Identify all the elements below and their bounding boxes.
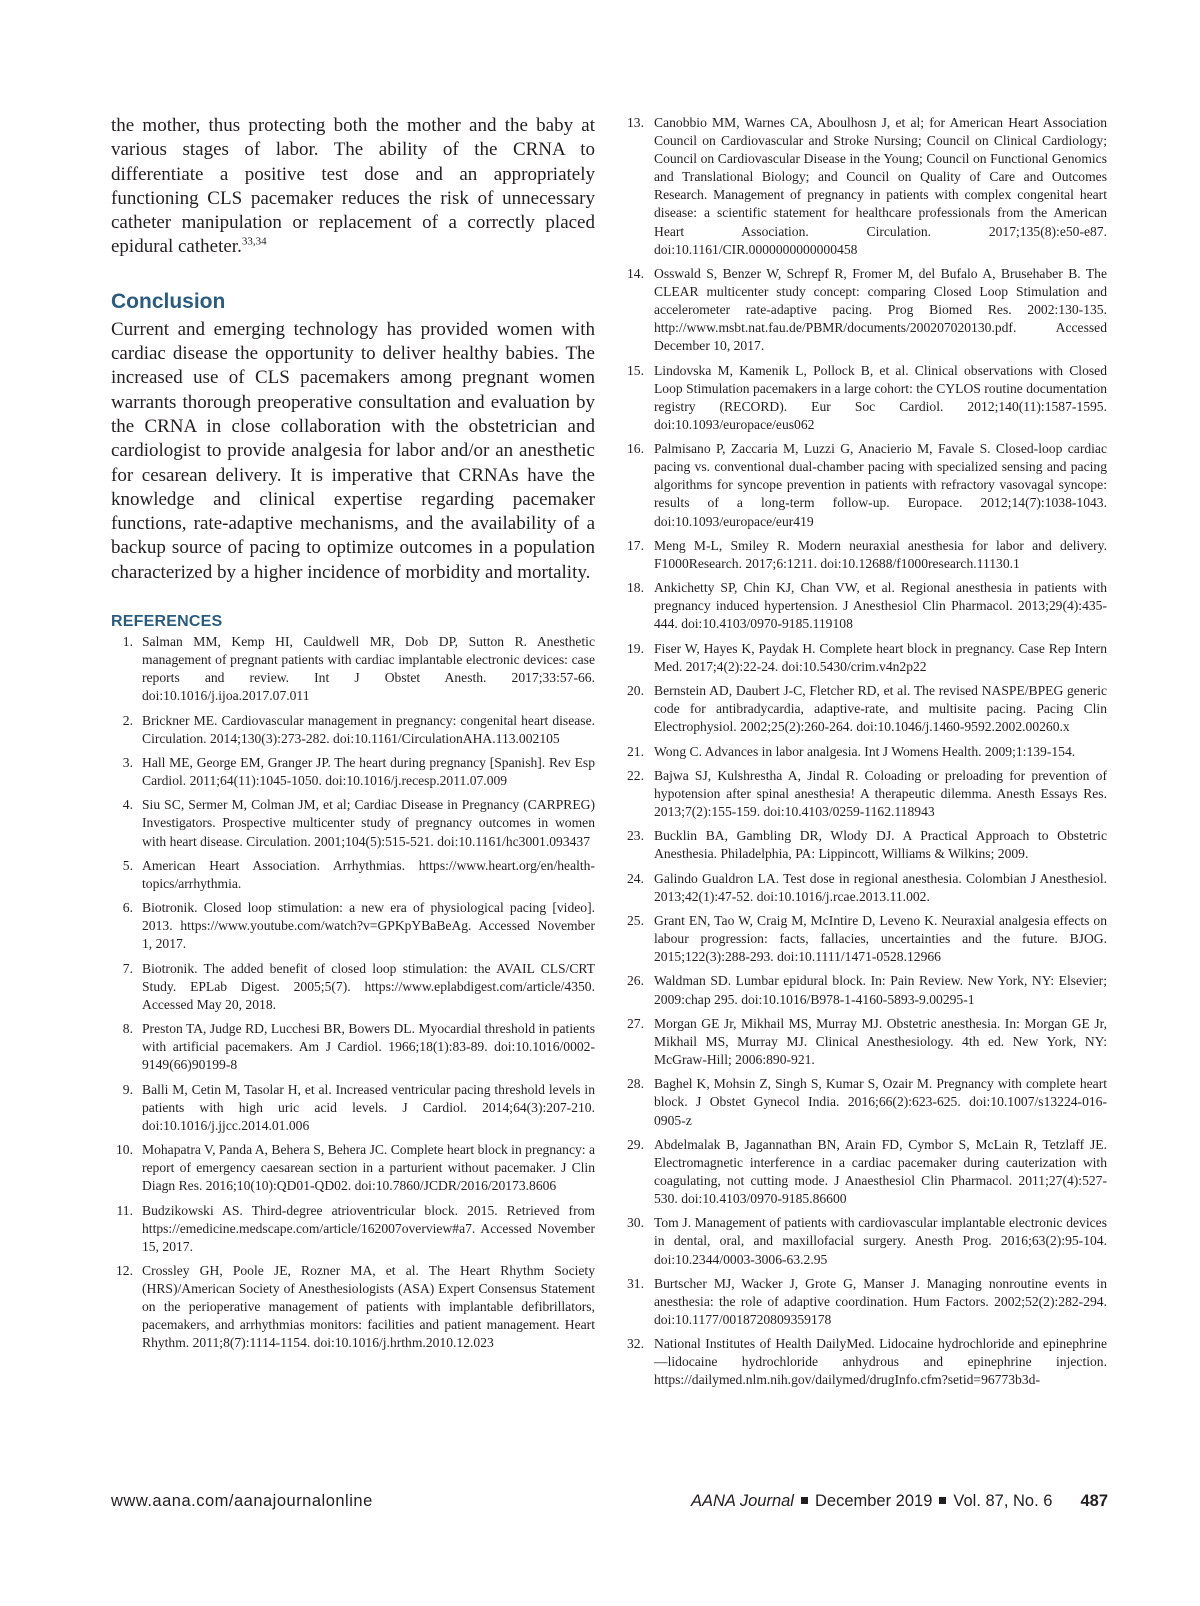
reference-number: 8. (122, 1021, 133, 1037)
reference-number: 28. (627, 1076, 644, 1092)
journal-url[interactable]: www.aana.com/aanajournalonline (111, 1492, 373, 1510)
reference-item (111, 899, 595, 953)
reference-number: 6. (122, 900, 133, 916)
conclusion-paragraph: Current and emerging technology has provided women with cardiac disease the opportunity to deliver healthy babies. The increased use of CLS pacemakers among pregnant women warrants thorough preoperative consultation and evaluation by the CRNA in close collaboration with the obstetrician and cardiologist to provide analgesia for labor and/or an anesthetic for cesarean delivery. It is imperative that CRNAs have the knowledge and clinical expertise regarding pacemaker functions, rate-adaptive mechanisms, and the availability of a backup source of pacing to optimize outcomes in a population characterized by a higher incidence of morbidity and mortality. (111, 318, 595, 583)
reference-item (622, 537, 1107, 573)
intro-paragraph-text: the mother, thus protecting both the mother and the baby at various stages of labor. The ability of the CRNA to differentiate a positive test dose and an appropriately functioning CLS pacemaker reduces the risk of unnecessary catheter manipulation or replacement of a correctly placed epidural catheter. (111, 115, 595, 258)
reference-item (622, 972, 1107, 1008)
reference-item (111, 1202, 595, 1256)
reference-number: 29. (627, 1136, 644, 1152)
reference-number: 30. (627, 1215, 644, 1231)
reference-number: 2. (122, 712, 133, 728)
reference-item (622, 682, 1107, 736)
reference-text: Biotronik. The added benefit of closed loop stimulation: the AVAIL CLS/CRT Study. EPLab Digest. 2005;5(7). https://www.eplabdigest.com/article/4350. Accessed May 20, 2018. (142, 960, 595, 1012)
journal-name: AANA Journal (690, 1492, 794, 1510)
reference-text: Crossley GH, Poole JE, Rozner MA, et al. The Heart Rhythm Society (HRS)/American Society of Anesthesiologists (ASA) Expert Consensus Statement on the perioperative management of patients with implantable defibrillators, pacemakers, and arrhythmias monitors: facilities and patient management. Heart Rhythm. 2011;8(7):1114-1154. doi:10.1016/j.hrthm.2010.12.023 (142, 1263, 595, 1351)
reference-text: Bajwa SJ, Kulshrestha A, Jindal R. Coloading or preloading for prevention of hypotension after spinal anesthesia! A therapeutic dilemma. Anesth Essays Res. 2013;7(2):155-159. doi:10.4103/0259-1162.118943 (654, 767, 1107, 819)
reference-item (622, 1136, 1107, 1208)
reference-item (622, 767, 1107, 821)
reference-text: Biotronik. Closed loop stimulation: a new era of physiological pacing [video]. 2013. https://www.youtube.com/watch?v=GPKpYBaBeAg. Accessed November 1, 2017. (142, 900, 595, 952)
reference-text: Grant EN, Tao W, Craig M, McIntire D, Leveno K. Neuraxial analgesia effects on labour progression: facts, fallacies, uncertainties and the future. BJOG. 2015;122(3):288-293. doi:10.1111/1471-0528.12966 (654, 913, 1107, 965)
reference-text: Brickner ME. Cardiovascular management in pregnancy: congenital heart disease. Circulation. 2014;130(3):273-282. doi:10.1161/CirculationAHA.113.002105 (142, 712, 595, 746)
reference-item (622, 640, 1107, 676)
reference-number: 15. (627, 362, 644, 378)
reference-number: 14. (627, 265, 644, 281)
reference-number: 11. (116, 1202, 133, 1218)
reference-number: 21. (627, 743, 644, 759)
reference-text: Lindovska M, Kamenik L, Pollock B, et al. Clinical observations with Closed Loop Stimulation pacemakers in a large cohort: the CYLOS routine documentation registry (RECORD). Eur Soc Cardiol. 2012;140(11):1587-1595. doi:10.1093/europace/eus062 (654, 362, 1107, 432)
reference-text: Galindo Gualdron LA. Test dose in regional anesthesia. Colombian J Anesthesiol. 2013;42(1):47-52. doi:10.1016/j.rcae.2013.11.002. (654, 870, 1107, 904)
references-list-left (111, 633, 595, 1352)
citation-superscript: 33,34 (241, 236, 267, 249)
reference-text: Salman MM, Kemp HI, Cauldwell MR, Dob DP, Sutton R. Anesthetic management of pregnant patients with cardiac implantable electronic devices: case reports and review. Int J Obstet Anesth. 2017;33:57-66. doi:10.1016/j.ijoa.2017.07.011 (142, 634, 595, 704)
reference-item (622, 1015, 1107, 1069)
reference-number: 22. (627, 767, 644, 783)
left-column (111, 114, 595, 1359)
reference-text: Wong C. Advances in labor analgesia. Int J Womens Health. 2009;1:139-154. (654, 743, 1076, 759)
reference-item (622, 265, 1107, 355)
reference-number: 7. (122, 960, 133, 976)
reference-item (622, 579, 1107, 633)
reference-text: American Heart Association. Arrhythmias. https://www.heart.org/en/health-topics/arrhythmia. (142, 857, 595, 891)
reference-text: Tom J. Management of patients with cardiovascular implantable electronic devices in dental, oral, and maxillofacial surgery. Anesth Prog. 2016;63(2):95-104. doi:10.2344/0003-3006-63.2.95 (654, 1215, 1107, 1267)
reference-item (111, 1020, 595, 1074)
reference-item (622, 743, 1107, 761)
reference-item (111, 1081, 595, 1135)
reference-text: Morgan GE Jr, Mikhail MS, Murray MJ. Obstetric anesthesia. In: Morgan GE Jr, Mikhail MS, Murray MJ. Clinical Anesthesiology. 4th ed. New York, NY: McGraw-Hill; 2006:890-921. (654, 1015, 1107, 1068)
reference-item (111, 796, 595, 850)
intro-paragraph (111, 114, 595, 260)
reference-number: 12. (116, 1263, 133, 1279)
reference-text: Osswald S, Benzer W, Schrepf R, Fromer M, del Bufalo A, Brusehaber B. The CLEAR multicenter study concept: comparing Closed Loop Stimulation and accelerometer rate-adaptive pacing. Prog Biomed Res. 2002:130-135. http://www.msbt.nat.fau.de/PBMR/documents/200207020130.pdf. Accessed December 10, 2017. (654, 265, 1107, 354)
reference-item (111, 712, 595, 748)
right-column (622, 114, 1107, 1396)
reference-number: 3. (122, 754, 133, 770)
reference-text: Meng M-L, Smiley R. Modern neuraxial anesthesia for labor and delivery. F1000Research. 2017;6:1211. doi:10.12688/f1000research.11130.1 (654, 537, 1107, 571)
reference-text: Palmisano P, Zaccaria M, Luzzi G, Anacierio M, Favale S. Closed-loop cardiac pacing vs. conventional dual-chamber pacing with specialized sensing and pacing algorithms for syncope prevention in patients with refractory vasovagal syncope: results of a long-term follow-up. Europace. 2012;14(7):1038-1043. doi:10.1093/europace/eur419 (654, 441, 1107, 529)
reference-number: 25. (627, 913, 644, 928)
reference-text: Bucklin BA, Gambling DR, Wlody DJ. A Practical Approach to Obstetric Anesthesia. Philadelphia, PA: Lippincott, Williams & Wilkins; 2009. (654, 828, 1107, 862)
reference-item (622, 362, 1107, 434)
reference-text: Budzikowski AS. Third-degree atrioventricular block. 2015. Retrieved from https://emedicine.medscape.com/article/162007overview#a7. Accessed November 15, 2017. (142, 1202, 595, 1254)
journal-info (691, 1492, 1108, 1511)
reference-item (622, 870, 1107, 906)
reference-item (622, 1335, 1107, 1389)
page-footer (111, 1492, 1108, 1516)
reference-text: Fiser W, Hayes K, Paydak H. Complete heart block in pregnancy. Case Rep Intern Med. 2017;4(2):22-24. doi:10.5430/crim.v4n2p22 (654, 640, 1107, 674)
reference-text: Baghel K, Mohsin Z, Singh S, Kumar S, Ozair M. Pregnancy with complete heart block. J Obstet Gynecol India. 2016;66(2):623-625. doi:10.1007/s13224-016-0905-z (654, 1076, 1107, 1128)
reference-text: Balli M, Cetin M, Tasolar H, et al. Increased ventricular pacing threshold levels in patients with high uric acid levels. J Cardiol. 2014;64(3):207-210. doi:10.1016/j.jjcc.2014.01.006 (142, 1081, 595, 1133)
reference-text: National Institutes of Health DailyMed. Lidocaine hydrochloride and epinephrine—lidocaine hydrochloride anhydrous and epinephrine injection. https://dailymed.nlm.nih.gov/dailymed/drugInfo.cfm?setid=96773b3d- (654, 1336, 1107, 1388)
reference-item (111, 1262, 595, 1352)
reference-number: 27. (627, 1015, 644, 1031)
reference-text: Abdelmalak B, Jagannathan BN, Arain FD, Cymbor S, McLain R, Tetzlaff JE. Electromagnetic interference in a cardiac pacemaker during cauterization with coagulating, not cutting mode. J Anaesthesiol Clin Pharmacol. 2011;27(4):527-530. doi:10.4103/0970-9185.86600 (654, 1136, 1107, 1207)
references-heading: REFERENCES (111, 613, 223, 631)
reference-item (111, 1141, 595, 1195)
reference-number: 32. (627, 1336, 644, 1352)
reference-text: Mohapatra V, Panda A, Behera S, Behera JC. Complete heart block in pregnancy: a report of emergency caesarean section in a parturient without pacemaker. J Clin Diagn Res. 2016;10(10):QD01-QD02. doi:10.7860/JCDR/2016/20173.8606 (142, 1142, 595, 1194)
reference-item (111, 754, 595, 790)
reference-number: 16. (627, 441, 644, 457)
volume-number: Vol. 87, No. 6 (953, 1492, 1053, 1510)
reference-text: Ankichetty SP, Chin KJ, Chan VW, et al. Regional anesthesia in patients with pregnancy induced hypertension. J Anesthesiol Clin Pharmacol. 2013;29(4):435-444. doi:10.4103/0970-9185.119108 (654, 580, 1107, 632)
issue-date: December 2019 (814, 1492, 933, 1510)
reference-number: 24. (627, 870, 644, 886)
reference-item (622, 1275, 1107, 1329)
reference-number: 18. (627, 580, 644, 596)
conclusion-heading: Conclusion (111, 289, 226, 313)
reference-item (622, 1075, 1107, 1129)
bullet-square-icon (939, 1497, 946, 1504)
reference-item (111, 857, 595, 893)
reference-number: 19. (627, 640, 644, 656)
reference-text: Burtscher MJ, Wacker J, Grote G, Manser J. Managing nonroutine events in anesthesia: the role of adaptive coordination. Hum Factors. 2002;52(2):282-294. doi:10.1177/0018720809359178 (654, 1275, 1107, 1327)
reference-number: 9. (122, 1081, 133, 1097)
reference-item (111, 633, 595, 705)
reference-text: Hall ME, George EM, Granger JP. The heart during pregnancy [Spanish]. Rev Esp Cardiol. 2011;64(11):1045-1050. doi:10.1016/j.recesp.2011.07.009 (142, 754, 595, 789)
reference-number: 31. (627, 1275, 644, 1291)
reference-text: Waldman SD. Lumbar epidural block. In: Pain Review. New York, NY: Elsevier; 2009:chap 295. doi:10.1016/B978-1-4160-5893-9.00295-1 (654, 973, 1107, 1007)
reference-number: 1. (122, 634, 133, 650)
reference-number: 26. (627, 973, 644, 989)
reference-text: Canobbio MM, Warnes CA, Aboulhosn J, et al; for American Heart Association Council on Cardiovascular and Stroke Nursing; Council on Clinical Cardiology; Council on Cardiovascular Disease in the Young; Council on Functional Genomics and Translational Biology; and Council on Quality of Care and Outcomes Research. Management of pregnancy in patients with complex congenital heart disease: a scientific statement for healthcare professionals from the American Heart Association. Circulation. 2017;135(8):e50-e87. doi:10.1161/CIR.0000000000000458 (654, 115, 1107, 257)
reference-item (622, 827, 1107, 863)
reference-number: 17. (627, 537, 644, 553)
reference-item (622, 114, 1107, 259)
references-list-right (622, 114, 1107, 1390)
reference-number: 4. (122, 797, 133, 813)
reference-number: 13. (627, 115, 644, 130)
reference-text: Preston TA, Judge RD, Lucchesi BR, Bowers DL. Myocardial threshold in patients with artificial pacemakers. Am J Cardiol. 1966;18(1):83-89. doi:10.1016/0002-9149(66)90199-8 (142, 1021, 595, 1073)
reference-item (622, 912, 1107, 966)
page-number: 487 (1080, 1492, 1108, 1510)
reference-text: Siu SC, Sermer M, Colman JM, et al; Cardiac Disease in Pregnancy (CARPREG) Investigators. Prospective multicenter study of pregnancy outcomes in women with heart disease. Circulation. 2001;104(5):515-521. doi:10.1161/hc3001.093437 (142, 797, 595, 849)
reference-item (622, 440, 1107, 530)
bullet-square-icon (801, 1497, 808, 1504)
reference-number: 5. (122, 857, 133, 873)
reference-number: 10. (116, 1142, 133, 1158)
reference-number: 20. (627, 683, 644, 699)
reference-text: Bernstein AD, Daubert J-C, Fletcher RD, et al. The revised NASPE/BPEG generic code for antibradycardia, adaptive-rate, and multisite pacing. Pacing Clin Electrophysiol. 2002;25(2):260-264. doi:10.1046/j.1460-9592.2002.00260.x (654, 683, 1107, 735)
reference-item (111, 960, 595, 1014)
reference-item (622, 1214, 1107, 1268)
reference-number: 23. (627, 828, 644, 844)
